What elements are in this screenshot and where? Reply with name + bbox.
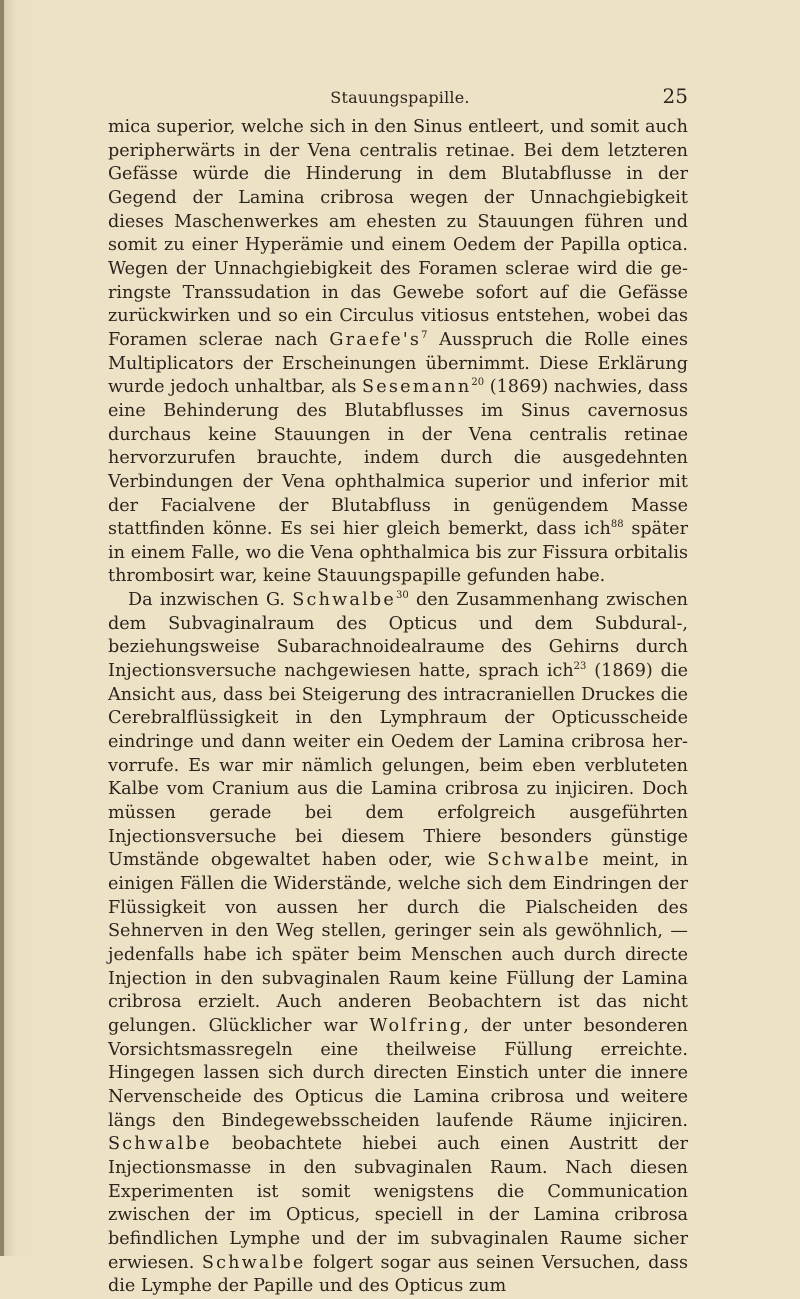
text-run: Da inzwischen G. [128,590,293,611]
paragraph [108,589,688,1299]
text-run: mica superior, welche sich in den Sinus entleert, und somit auch peripherwärts in der Vena centralis retinae. Bei dem letzteren Gefässe würde die Hinderung in dem Blutabflusse in der Gegend der Lamina cribrosa wegen der Unnachgiebigkeit dieses Maschenwerkes am ehesten zu Stauungen führen und somit zu einer Hyperämie und einem Oedem der Papilla optica. Wegen der Unnachgiebigkeit des Foramen sclerae wird die geringste Transsudation in das Gewebe sofort auf die Gefässe zurückwirken und so ein Circulus vitiosus entstehen, wobei das Foramen sclerae nach [108,117,688,350]
running-title: Stauungspapille. [330,88,470,107]
text-run: (1869) nachwies, dass eine Behinderung des Blutabflusses im Sinus cavernosus durchaus keine Stauungen in der Vena centralis retinae hervorzurufen brauchte, indem durch die ausgedehnten Verbindungen der Vena ophthalmica superior und inferior mit der Facialvene der Blutabfluss in genügendem Masse stattfinden könne. Es sei hier gleich bemerkt, dass ich [108,377,688,540]
reference-number: 30 [395,590,409,602]
reference-number: 88 [610,519,624,531]
text-run: meint, in einigen Fällen die Widerstände, welche sich dem Eindringen der Flüssigkeit von aussen her durch die Pialscheiden des Sehnerven in den Weg stellen, geringer sein als gewöhnlich, — jedenfalls habe ich später beim Menschen auch durch directe Injection in den subvaginalen Raum keine Füllung der Lamina cribrosa erzielt. Auch anderen Beobachtern ist das nicht gelungen. Glücklicher war [108,850,688,1036]
page-header [0,84,800,118]
reference-number: 20 [471,377,485,389]
text-run: beobachtete hiebei auch einen Austritt der Injectionsmasse in den subvaginalen Raum. Nach diesen Experimenten ist somit wenigstens die Communication zwischen der im Opticus, speciell in der Lamina cribrosa befindlichen Lymphe und der im subvaginalen Raume sicher erwiesen. [108,1134,688,1273]
text-run: den Zusammenhang zwischen dem Subvaginalraum des Opticus und dem Subdural-, beziehungsweise Subarachnoidealraume des Gehirns durch Injectionsversuche nachgewiesen hatte, sprach ich [108,590,689,682]
text-run: später in einem Falle, wo die Vena ophthalmica bis zur Fissura orbitalis thrombosirt war, keine Stauungspapille gefunden habe. [108,519,689,587]
text-run: Ausspruch die Rolle eines Multiplicators der Erscheinungen übernimmt. Diese Erklärung wurde jedoch unhaltbar, als [108,329,688,398]
author-name: Schwalbe [292,590,396,611]
body-text [108,116,688,1299]
reference-number: 7 [421,330,428,342]
author-name: Schwalbe [108,1134,212,1155]
author-name: Schwalbe [487,850,591,871]
text-run: (1869) die Ansicht aus, dass bei Steigerung des intracraniellen Druckes die Cerebralflüssigkeit in den Lymphraum der Opticusscheide eindringe und dann weiter ein Oedem der Lamina cribrosa hervorrufe. Es war mir nämlich gelungen, beim eben verbluteten Kalbe vom Cranium aus die Lamina cribrosa zu injiciren. Doch müssen gerade bei dem erfolgreich ausgeführten Injectionsversuche bei diesem Thiere besonders günstige Umstände obgewaltet haben oder, wie [108,661,688,871]
author-name: Wolfring [369,1015,464,1036]
text-run: folgert sogar aus seinen Versuchen, dass die Lymphe der Papille und des Opticus zum [108,1252,688,1297]
text-run: , der unter besonderen Vorsichtsmassregeln eine theilweise Füllung erreichte. Hingegen lassen sich durch directen Einstich unter die innere Nervenscheide des Opticus die Lamina cribrosa und weitere längs den Bindegewebsscheiden laufende Räume injiciren. [108,1015,688,1131]
author-name: Graefe's [329,329,422,350]
reference-number: 23 [573,661,587,673]
author-name: Schwalbe [201,1252,306,1273]
binding-edge [0,0,4,1256]
paragraph [108,116,688,589]
author-name: Sesemann [362,377,472,398]
page-number: 25 [662,84,688,108]
